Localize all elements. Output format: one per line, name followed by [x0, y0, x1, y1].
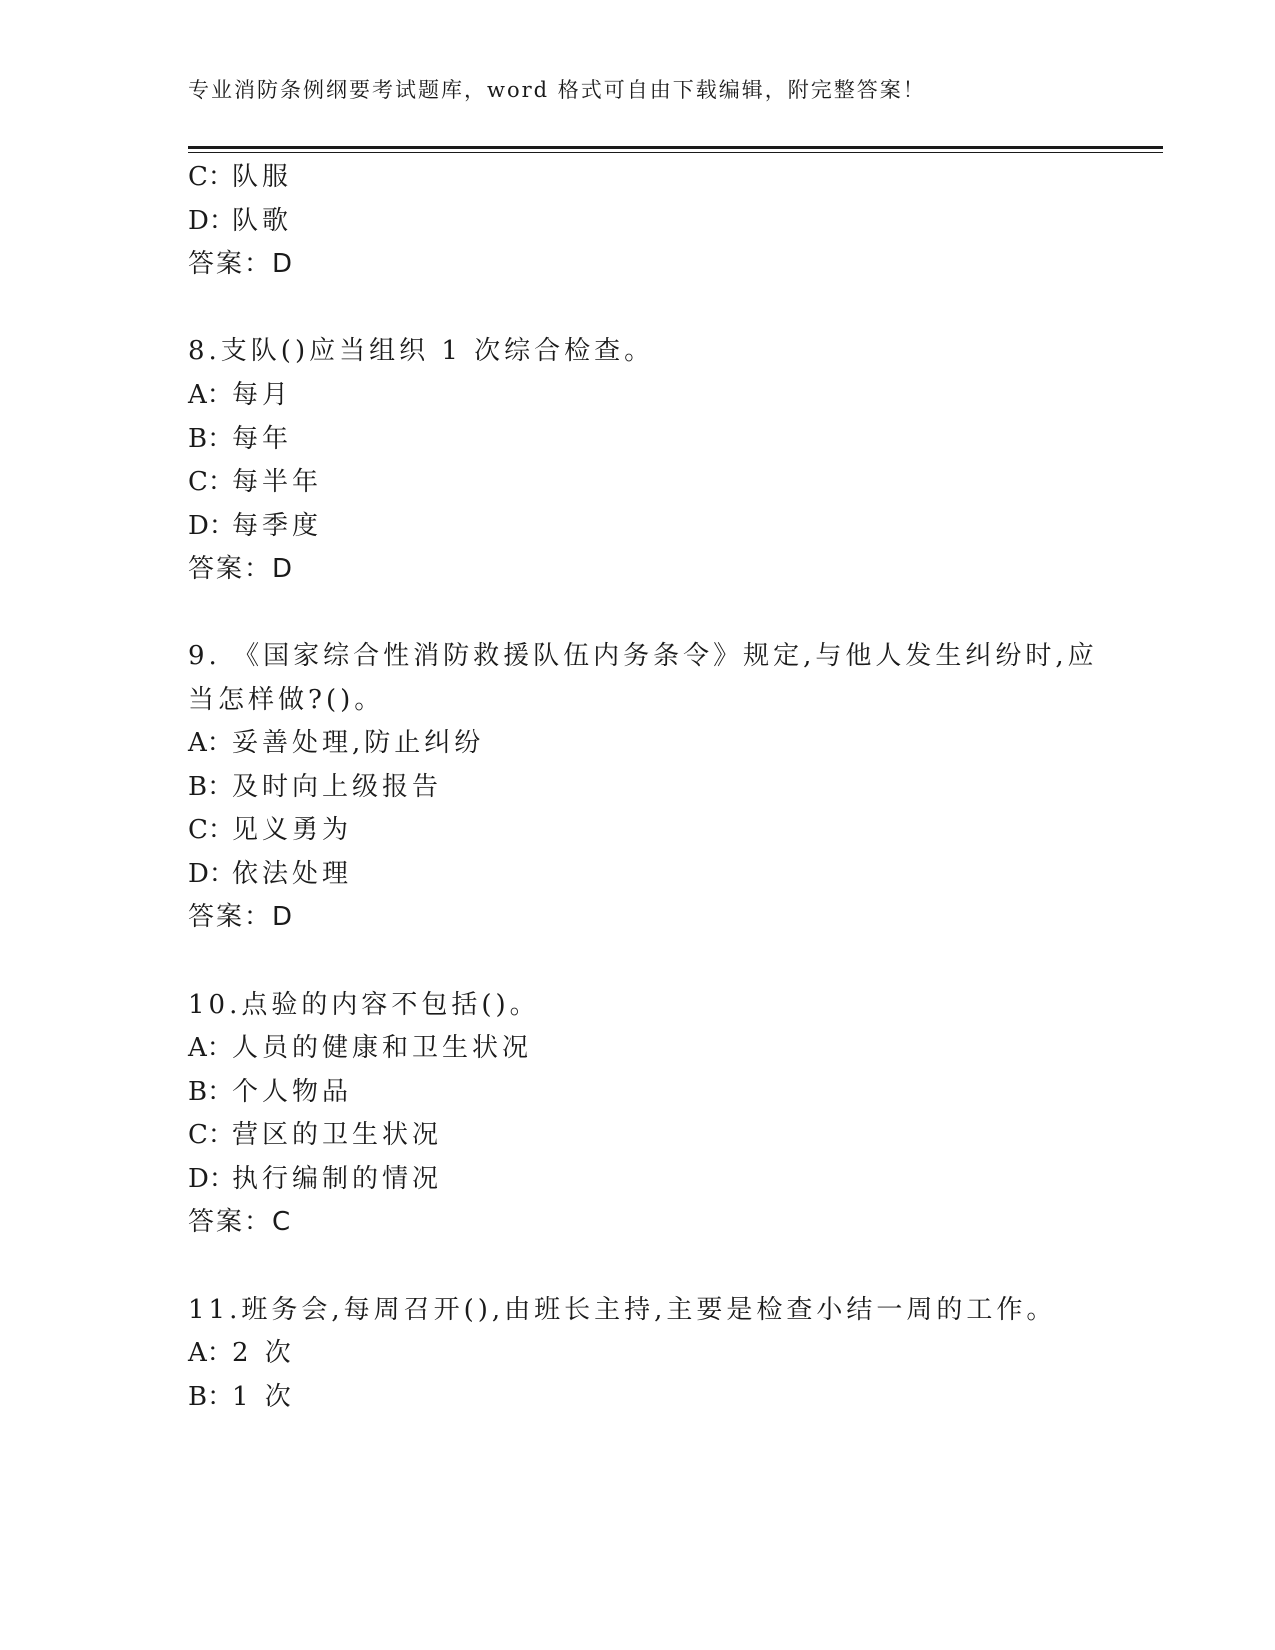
- option-key: D：: [188, 859, 235, 889]
- option-text: 队歌: [232, 206, 293, 236]
- option-line: [188, 1332, 295, 1369]
- option-key: B：: [188, 1077, 234, 1107]
- option-line: [188, 374, 292, 411]
- option-line: [188, 853, 352, 890]
- option-key: A：: [188, 1338, 233, 1368]
- option-line: [188, 1071, 352, 1108]
- option-line: [188, 418, 292, 455]
- option-line: [188, 1376, 295, 1413]
- option-key: B：: [188, 1382, 234, 1412]
- option-line: [188, 1158, 442, 1195]
- option-text: 队服: [232, 162, 293, 192]
- page-header-title: 专业消防条例纲要考试题库，word 格式可自由下载编辑，附完整答案！: [188, 78, 926, 102]
- answer-line: 答案：C: [188, 1207, 293, 1237]
- header-rule-thick: [188, 146, 1163, 149]
- option-line: [188, 722, 484, 759]
- option-key: B：: [188, 424, 234, 454]
- question-stem-continued: 当怎样做?()。: [188, 685, 385, 715]
- option-key: C：: [188, 162, 234, 192]
- question-stem: 10.点验的内容不包括()。: [188, 990, 540, 1020]
- header-rule-thin: [188, 152, 1163, 153]
- answer-line: 答案：D: [188, 902, 295, 932]
- option-text: 每半年: [232, 467, 323, 497]
- option-key: A：: [188, 1033, 233, 1063]
- option-text: 每季度: [232, 511, 323, 541]
- option-text: 营区的卫生状况: [232, 1120, 443, 1150]
- option-key: B：: [188, 772, 234, 802]
- option-line: [188, 766, 442, 803]
- option-text: 依法处理: [232, 859, 353, 889]
- option-key: C：: [188, 815, 234, 845]
- option-line: [188, 200, 292, 237]
- question-stem: 8.支队()应当组织 1 次综合检查。: [188, 336, 655, 366]
- option-text: 1 次: [232, 1382, 295, 1412]
- option-line: [188, 461, 322, 498]
- option-line: [188, 1027, 532, 1064]
- option-line: [188, 156, 292, 193]
- option-line: [188, 809, 352, 846]
- option-key: A：: [188, 728, 233, 758]
- option-key: D：: [188, 511, 235, 541]
- option-line: [188, 505, 322, 542]
- option-text: 妥善处理,防止纠纷: [232, 728, 485, 758]
- option-key: C：: [188, 1120, 234, 1150]
- option-key: C：: [188, 467, 234, 497]
- question-stem: 11.班务会,每周召开(),由班长主持,主要是检查小结一周的工作。: [188, 1295, 1057, 1325]
- option-text: 及时向上级报告: [232, 772, 443, 802]
- option-key: D：: [188, 1164, 235, 1194]
- answer-line: 答案：D: [188, 249, 295, 279]
- option-text: 每年: [232, 424, 293, 454]
- option-text: 见义勇为: [232, 815, 353, 845]
- option-key: D：: [188, 206, 235, 236]
- option-text: 2 次: [232, 1338, 295, 1368]
- option-line: [188, 1114, 442, 1151]
- question-stem: 9. 《国家综合性消防救援队伍内务条令》规定,与他人发生纠纷时,应: [188, 641, 1098, 671]
- option-text: 每月: [232, 380, 293, 410]
- option-text: 个人物品: [232, 1077, 353, 1107]
- answer-line: 答案：D: [188, 554, 295, 584]
- option-text: 执行编制的情况: [232, 1164, 443, 1194]
- option-key: A：: [188, 380, 233, 410]
- option-text: 人员的健康和卫生状况: [232, 1033, 533, 1063]
